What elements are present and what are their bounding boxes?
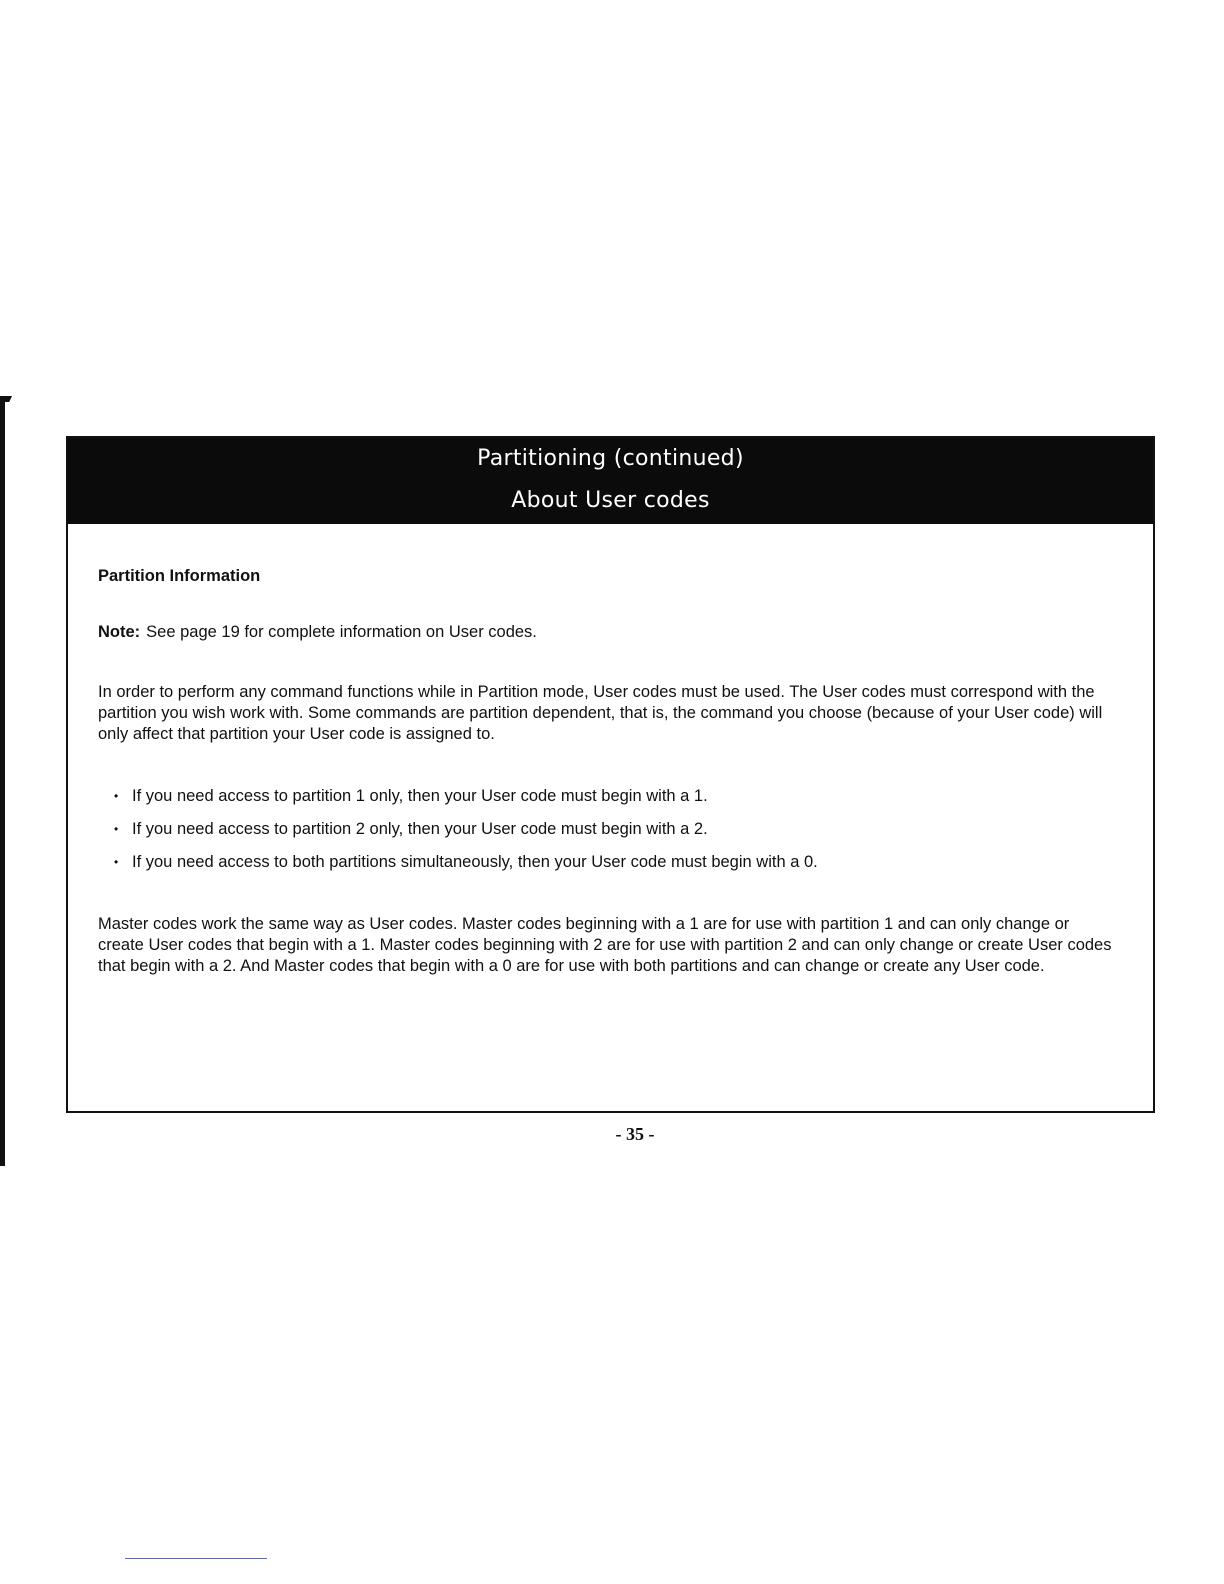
bullet-icon: • xyxy=(114,855,119,869)
note-label: Note: xyxy=(98,623,141,641)
bullet-icon: • xyxy=(114,789,119,803)
intro-paragraph: In order to perform any command functions while in Partition mode, User codes must be used. The User codes must correspond with the partition you wish work with. Some commands are partition dependent, that is, the command you choose (because of your User code) will only affect that partition your User code is assigned to. xyxy=(98,683,1103,743)
list-item xyxy=(114,852,1113,885)
note-text: See page 19 for complete information on User codes. xyxy=(146,623,537,641)
page-subtitle: About User codes xyxy=(511,488,710,513)
page-title: Partitioning (continued) xyxy=(477,446,744,471)
master-codes-paragraph: Master codes work the same way as User codes. Master codes beginning with a 1 are for use with partition 1 and can only change or create User codes that begin with a 1. Master codes beginning with 2 are for use with partition 2 and can only change or create User codes that begin with a 2. And Master codes that begin with a 0 are for use with both partitions and can change or create any User code. xyxy=(98,915,1112,975)
content-panel xyxy=(66,436,1155,1113)
list-item xyxy=(114,786,1113,819)
panel-header xyxy=(68,438,1153,524)
scan-edge-mark xyxy=(0,398,5,1166)
footer-rule xyxy=(125,1558,267,1559)
list-item-text: If you need access to partition 1 only, then your User code must begin with a 1. xyxy=(132,787,708,805)
list-item xyxy=(114,819,1113,852)
list-item-text: If you need access to partition 2 only, then your User code must begin with a 2. xyxy=(132,820,708,838)
list-item-text: If you need access to both partitions simultaneously, then your User code must begin with a 0. xyxy=(132,853,818,871)
section-title: Partition Information xyxy=(98,567,261,585)
scan-edge-tick xyxy=(0,396,12,402)
bullet-icon: • xyxy=(114,822,119,836)
note xyxy=(98,622,537,643)
bullet-list xyxy=(114,786,1113,885)
page-number: - 35 - xyxy=(615,1124,655,1144)
